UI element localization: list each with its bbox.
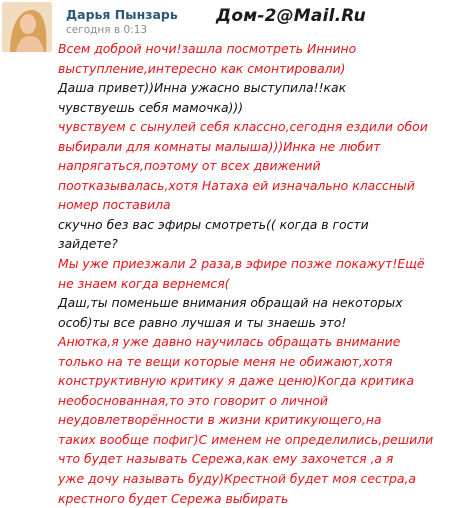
message-reply [58, 39, 468, 78]
message-question [58, 78, 468, 117]
message-line: Всем доброй ночи!зашла посмотреть Иннино [58, 41, 357, 56]
message-reply [58, 254, 468, 293]
message-line: таких вообще пофиг)С именем не определились,решили [58, 431, 434, 447]
site-watermark: Дом-2@Mail.Ru [216, 6, 366, 26]
message-line: чувствуешь себя мамочка))) [58, 99, 244, 115]
message-line: Даша привет))Инна ужасно выступила!!как [58, 80, 347, 96]
post-timestamp[interactable]: сегодня в 0:13 [66, 24, 148, 36]
message-line: не знаем когда вернемся( [58, 275, 230, 291]
message-line: скучно без вас эфиры смотреть(( когда в гости [58, 216, 369, 232]
message-line: зайдете? [58, 236, 118, 252]
message-line: Даш,ты поменьше внимания обращай на некоторых [58, 295, 403, 311]
message-line: необоснованная,то это говорит о личной [58, 392, 328, 408]
message-line: выступление,интересно как смонтировали) [58, 60, 346, 76]
message-line: конструктивную критику я даже ценю)Когда критика [58, 373, 415, 389]
message-question [58, 293, 468, 332]
message-line: номер поставила [58, 197, 171, 213]
message-reply [58, 332, 468, 508]
message-line: поотказывалась,хотя Натаха ей изначально классный [58, 177, 415, 193]
message-line: крестного будет Сережа выбирать [58, 490, 289, 506]
message-line: неудовлетворённости в жизни критикующего,на [58, 412, 382, 428]
message-line: что будет называть Сережа,как ему захочется ,а я [58, 451, 394, 467]
avatar-photo [2, 2, 52, 52]
message-line: чувствуем с сынулей себя классно,сегодня ездили обои [58, 119, 428, 135]
message-line: только на те вещи которые меня не обижают,хотя [58, 353, 393, 369]
message-list [58, 39, 468, 508]
message-line: уже дочу называть буду)Крестной будет моя сестра,а [58, 471, 417, 487]
message-line: особ)ты все равно лучшая и ты знаешь это! [58, 314, 347, 330]
message-line: Анютка,я уже давно научилась обращать внимание [58, 334, 401, 350]
message-reply [58, 117, 468, 215]
author-name[interactable]: Дарья Пынзарь [66, 7, 178, 22]
message-line: Мы уже приезжали 2 раза,в эфире позже покажут!Ещё [58, 256, 425, 272]
message-line: выбирали для комнаты малыша)))Инка не любит [58, 138, 381, 154]
message-question [58, 215, 468, 254]
message-line: напрягаться,поэтому от всех движений [58, 158, 321, 174]
avatar[interactable] [2, 2, 52, 52]
